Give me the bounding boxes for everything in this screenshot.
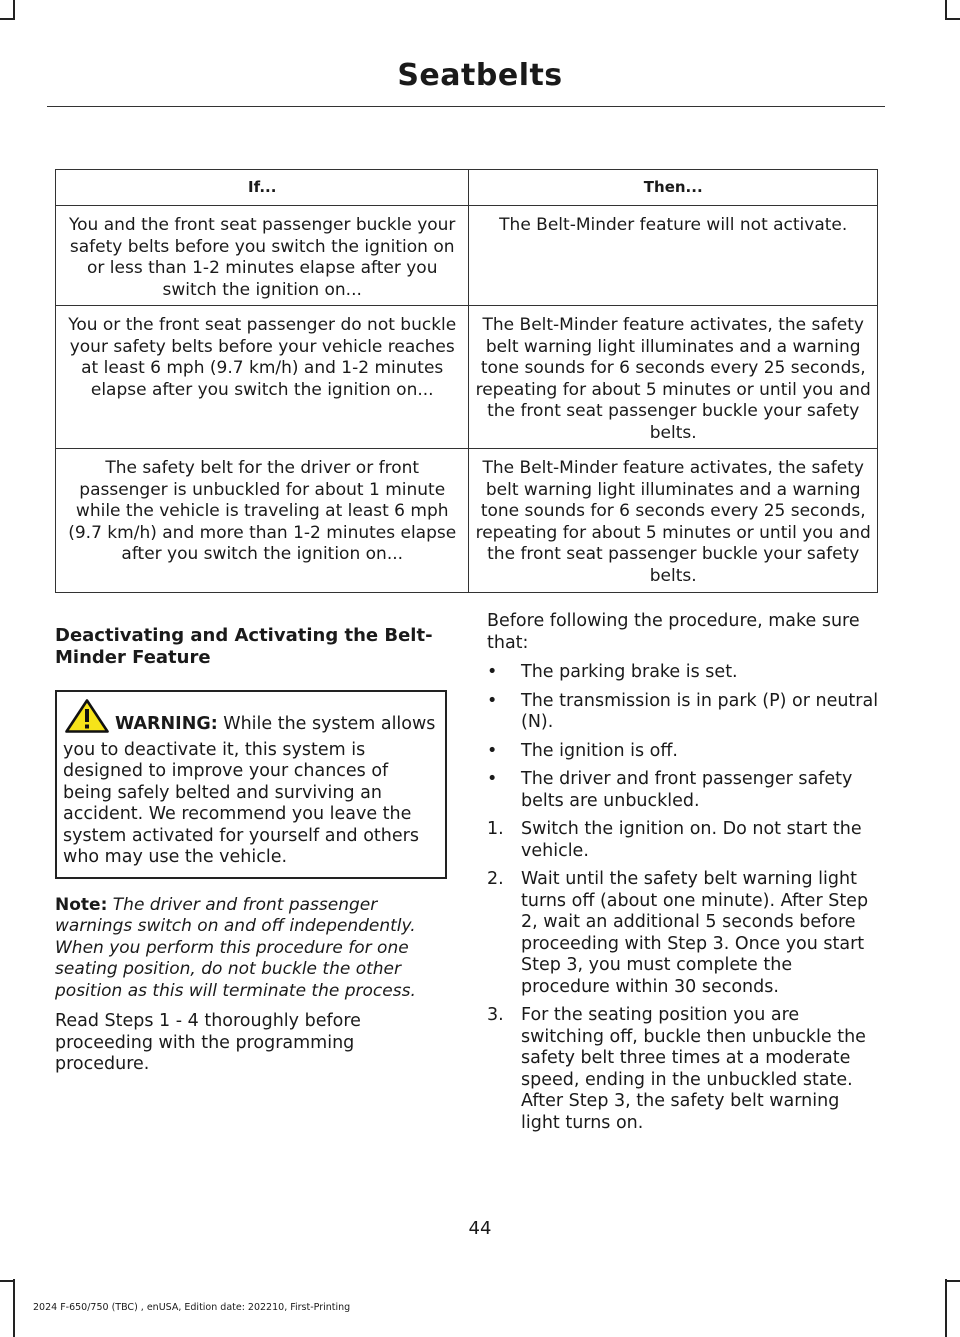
step-number: 2. xyxy=(487,869,504,889)
table-row xyxy=(56,206,878,306)
warning-triangle-icon xyxy=(65,699,111,740)
table-header-row xyxy=(56,170,878,206)
table-cell-if: You and the front seat passenger buckle your safety belts before you switch the ignition on or less than 1-2 minutes elapse after you switch the ignition on... xyxy=(56,206,469,306)
list-item-text: The driver and front passenger safety belts are unbuckled. xyxy=(521,769,853,811)
warning-text: While the system allows you to deactivate it, this system is designed to improve your chances of being safely belted and surviving an accident. We recommend you leave the system activated for yourself and others who may use the vehicle. xyxy=(63,714,436,867)
crop-mark-bottom-right-horizontal xyxy=(946,1280,960,1282)
warning-box xyxy=(55,690,447,879)
left-column xyxy=(55,625,447,1076)
edition-footer: 2024 F-650/750 (TBC) , enUSA, Edition date: 202210, First-Printing xyxy=(33,1302,351,1313)
bullet-marker: • xyxy=(487,662,498,682)
step-item xyxy=(487,819,880,862)
note xyxy=(55,895,447,1003)
list-item-text: The parking brake is set. xyxy=(521,662,738,682)
warning-label: WARNING: xyxy=(115,714,218,734)
note-label: Note: xyxy=(55,894,108,915)
list-item xyxy=(487,691,880,734)
page-title: Seatbelts xyxy=(397,58,563,93)
step-item xyxy=(487,1005,880,1134)
bullet-marker: • xyxy=(487,769,498,789)
list-item xyxy=(487,741,880,763)
steps-instruction: Read Steps 1 - 4 thoroughly before proceeding with the programming procedure. xyxy=(55,1011,361,1074)
list-item-text: The ignition is off. xyxy=(521,740,678,761)
crop-mark-bottom-left-horizontal xyxy=(0,1280,14,1282)
crop-mark-top-left-vertical xyxy=(13,0,15,20)
crop-mark-bottom-right-vertical xyxy=(945,1279,947,1337)
table-cell-then: The Belt-Minder feature activates, the safety belt warning light illuminates and a warning tone sounds for 6 seconds every 25 seconds, repeating for about 5 minutes or until you and the front seat passenger buckle your safety belts. xyxy=(469,449,878,593)
step-text: Switch the ignition on. Do not start the vehicle. xyxy=(521,819,862,861)
note-text: The driver and front passenger warnings switch on and off independently. When you perform this procedure for one seating position, do not buckle the other position as this will terminate the process. xyxy=(55,894,416,1001)
title-rule xyxy=(47,106,885,107)
list-item xyxy=(487,769,880,812)
right-column xyxy=(487,611,880,1141)
precheck-intro: Before following the procedure, make sure that: xyxy=(487,611,860,653)
crop-mark-bottom-left-vertical xyxy=(13,1279,15,1337)
bullet-marker: • xyxy=(487,740,498,761)
procedure-steps xyxy=(487,819,880,1134)
if-then-table xyxy=(55,169,878,593)
table-cell-if: You or the front seat passenger do not buckle your safety belts before your vehicle reaches at least 6 mph (9.7 km/h) and 1-2 minutes elapse after you switch the ignition on... xyxy=(56,306,469,449)
page-number: 44 xyxy=(468,1218,492,1239)
list-item-text: The transmission is in park (P) or neutral (N). xyxy=(521,690,879,732)
table-row xyxy=(56,449,878,593)
bullet-marker: • xyxy=(487,690,498,711)
precheck-list xyxy=(487,662,880,812)
step-text: For the seating position you are switching off, buckle then unbuckle the safety belt three times at a moderate speed, ending in the unbuckled state. After Step 3, the safety belt warning light turns on. xyxy=(521,1005,866,1133)
table-row xyxy=(56,306,878,449)
header-if: If... xyxy=(56,170,469,206)
crop-mark-top-right-horizontal xyxy=(946,18,960,20)
crop-mark-top-left-horizontal xyxy=(0,18,14,20)
list-item xyxy=(487,662,880,684)
crop-mark-top-right-vertical xyxy=(945,0,947,20)
step-number: 1. xyxy=(487,819,504,839)
table-cell-then: The Belt-Minder feature will not activate. xyxy=(469,206,878,306)
step-number: 3. xyxy=(487,1005,504,1025)
table-cell-then: The Belt-Minder feature activates, the safety belt warning light illuminates and a warning tone sounds for 6 seconds every 25 seconds, repeating for about 5 minutes or until you and the front seat passenger buckle your safety belts. xyxy=(469,306,878,449)
step-item xyxy=(487,869,880,998)
section-heading: Deactivating and Activating the Belt-Minder Feature xyxy=(55,625,433,668)
table-cell-if: The safety belt for the driver or front passenger is unbuckled for about 1 minute while the vehicle is traveling at least 6 mph (9.7 km/h) and more than 1-2 minutes elapse after you switch the ignition on... xyxy=(56,449,469,593)
header-then: Then... xyxy=(469,170,878,206)
step-text: Wait until the safety belt warning light turns off (about one minute). After Step 2, wait an additional 5 seconds before proceeding with Step 3. Once you start Step 3, you must complete the procedure within 30 seconds. xyxy=(521,869,869,997)
